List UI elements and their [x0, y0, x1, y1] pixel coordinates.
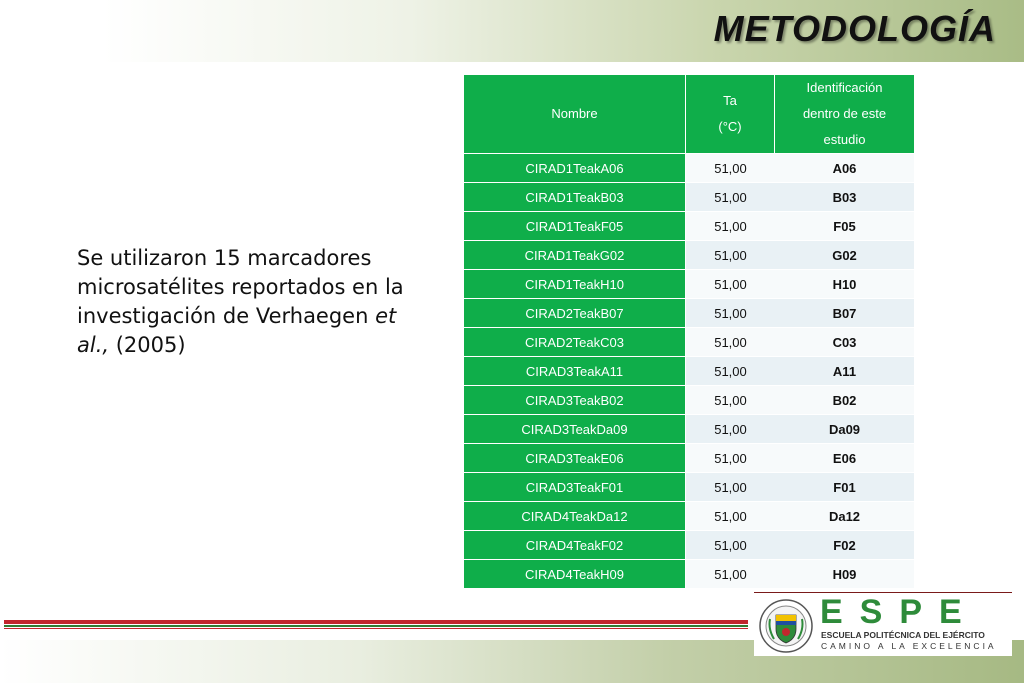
table-row [464, 182, 914, 211]
cell-nombre: CIRAD2TeakC03 [464, 327, 686, 356]
cell-identificacion: A06 [775, 153, 914, 182]
cell-ta: 51,00 [686, 385, 775, 414]
header-ta [686, 75, 775, 153]
table-row [464, 153, 914, 182]
body-paragraph [77, 244, 407, 360]
espe-seal-icon [758, 599, 814, 653]
cell-identificacion: B03 [775, 182, 914, 211]
table-row [464, 530, 914, 559]
cell-ta: 51,00 [686, 153, 775, 182]
cell-nombre: CIRAD1TeakB03 [464, 182, 686, 211]
cell-ta: 51,00 [686, 356, 775, 385]
table-row [464, 240, 914, 269]
cell-nombre: CIRAD4TeakDa12 [464, 501, 686, 530]
cell-nombre: CIRAD1TeakH10 [464, 269, 686, 298]
table-row [464, 211, 914, 240]
cell-identificacion: F02 [775, 530, 914, 559]
cell-nombre: CIRAD3TeakF01 [464, 472, 686, 501]
cell-nombre: CIRAD2TeakB07 [464, 298, 686, 327]
cell-ta: 51,00 [686, 240, 775, 269]
footer-green-stripe [4, 625, 748, 627]
cell-ta: 51,00 [686, 530, 775, 559]
header-id-line2: dentro de este [802, 106, 887, 121]
table-row [464, 269, 914, 298]
cell-nombre: CIRAD4TeakF02 [464, 530, 686, 559]
cell-identificacion: H10 [775, 269, 914, 298]
espe-wordmark: ESPE [820, 593, 979, 631]
markers-table [464, 75, 914, 588]
cell-nombre: CIRAD1TeakA06 [464, 153, 686, 182]
table-row [464, 501, 914, 530]
cell-nombre: CIRAD1TeakG02 [464, 240, 686, 269]
cell-nombre: CIRAD3TeakE06 [464, 443, 686, 472]
cell-nombre: CIRAD3TeakB02 [464, 385, 686, 414]
cell-identificacion: B07 [775, 298, 914, 327]
table-row [464, 414, 914, 443]
header-id-line1: Identificación [806, 80, 883, 95]
cell-ta: 51,00 [686, 472, 775, 501]
cell-identificacion: A11 [775, 356, 914, 385]
cell-identificacion: E06 [775, 443, 914, 472]
cell-identificacion: Da09 [775, 414, 914, 443]
cell-ta: 51,00 [686, 211, 775, 240]
cell-nombre: CIRAD3TeakA11 [464, 356, 686, 385]
cell-ta: 51,00 [686, 327, 775, 356]
header-identificacion [775, 75, 914, 153]
table-row [464, 298, 914, 327]
table-row [464, 356, 914, 385]
table-row [464, 472, 914, 501]
body-text-main: Se utilizaron 15 marcadores microsatélites reportados en la investigación de Verhaegen [77, 246, 404, 328]
table-header-row [464, 75, 914, 153]
cell-ta: 51,00 [686, 501, 775, 530]
header-id-line3: estudio [823, 132, 866, 147]
footer-red-stripe-thin [4, 628, 748, 629]
cell-identificacion: H09 [775, 559, 914, 588]
cell-identificacion: F01 [775, 472, 914, 501]
cell-ta: 51,00 [686, 559, 775, 588]
table-row [464, 385, 914, 414]
body-text-italic: et al., [77, 304, 397, 357]
slide-title: METODOLOGÍA [713, 8, 996, 49]
cell-identificacion: G02 [775, 240, 914, 269]
table-row [464, 443, 914, 472]
table-body [464, 153, 914, 588]
cell-ta: 51,00 [686, 414, 775, 443]
cell-nombre: CIRAD3TeakDa09 [464, 414, 686, 443]
espe-motto: CAMINO A LA EXCELENCIA [821, 641, 997, 651]
body-text-tail: (2005) [109, 333, 186, 357]
cell-identificacion: B02 [775, 385, 914, 414]
header-nombre: Nombre [464, 75, 686, 153]
cell-identificacion: Da12 [775, 501, 914, 530]
cell-ta: 51,00 [686, 182, 775, 211]
cell-nombre: CIRAD1TeakF05 [464, 211, 686, 240]
cell-ta: 51,00 [686, 443, 775, 472]
table-row [464, 327, 914, 356]
footer-red-stripe [4, 620, 748, 624]
table-row [464, 559, 914, 588]
cell-identificacion: C03 [775, 327, 914, 356]
header-ta-line2: (°C) [718, 119, 742, 134]
cell-identificacion: F05 [775, 211, 914, 240]
espe-logo [754, 592, 1012, 656]
header-ta-line1: Ta [723, 93, 737, 108]
cell-nombre: CIRAD4TeakH09 [464, 559, 686, 588]
cell-ta: 51,00 [686, 298, 775, 327]
cell-ta: 51,00 [686, 269, 775, 298]
espe-subtitle: ESCUELA POLITÉCNICA DEL EJÉRCITO [821, 630, 985, 640]
